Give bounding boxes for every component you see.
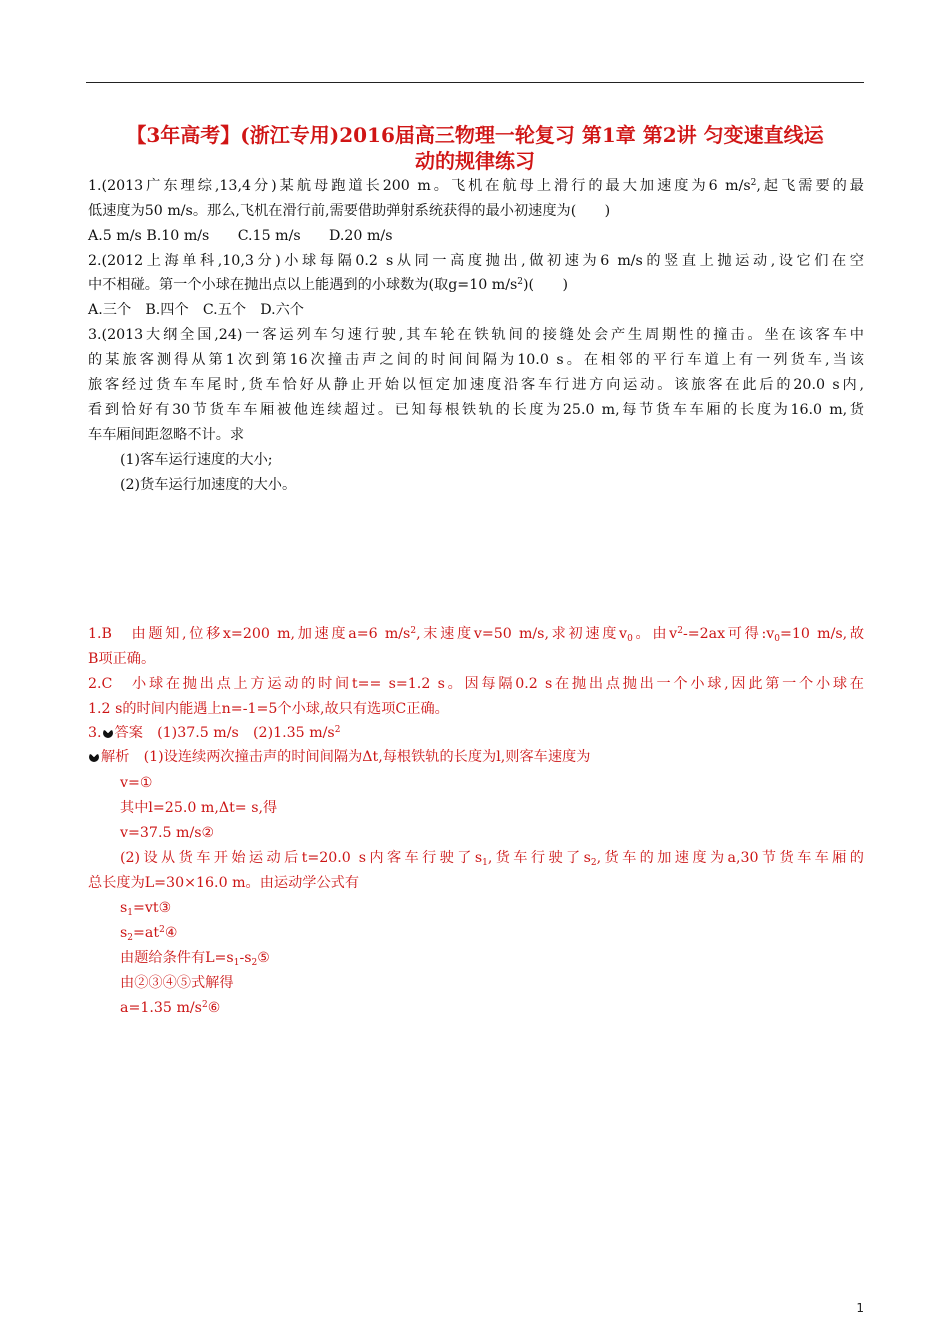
- q3-line-3: 旅客经过货车车尾时,货车恰好从静止开始以恒定加速度沿客车行进方向运动。该旅客在此后的20.0 s内,: [88, 377, 864, 393]
- q1-line-2: 低速度为50 m/s。那么,飞机在滑行前,需要借助弹射系统获得的最小初速度为( ): [88, 203, 611, 219]
- answer-3-part-2-line-2: 总长度为L=30×16.0 m。由运动学公式有: [88, 875, 360, 891]
- answer-2-line-2: 1.2 s的时间内能遇上n=-1=5个小球,故只有选项C正确。: [88, 701, 449, 717]
- q2-line-2: 中不相碰。第一个小球在抛出点以上能遇到的小球数为(取g=10 $m/s^2$)( ): [88, 277, 568, 293]
- analysis-marker-icon: [89, 752, 99, 762]
- answer-3-eq-1: v=①: [120, 775, 153, 791]
- header-rule: [86, 82, 864, 83]
- q2-line-1: 2.(2012上海单科,10,3分)小球每隔0.2 s从同一高度抛出,做初速为6 m/s的竖直上抛运动,设它们在空: [88, 253, 864, 269]
- q3-line-2: 的某旅客测得从第1次到第16次撞击声之间的时间间隔为10.0 s。在相邻的平行车道上有一列货车,当该: [88, 352, 864, 368]
- q3-sub-question-1: (1)客车运行速度的大小;: [120, 452, 273, 468]
- title-line-1: 【3年高考】(浙江专用)2016届高三物理一轮复习 第1章 第2讲 匀变速直线运: [126, 123, 824, 147]
- q3-sub-question-2: (2)货车运行加速度的大小。: [120, 477, 297, 493]
- answer-3-where: 其中l=25.0 m,Δt= s,得: [120, 800, 278, 816]
- answer-3-eq-6: 由②③④⑤式解得: [120, 975, 234, 991]
- q1-line-1: 1.(2013广东理综,13,4分)某航母跑道长200 m。飞机在航母上滑行的最大加速度为6 $m/s^2$,起飞需要的最: [88, 178, 864, 194]
- answer-marker-icon: [103, 728, 113, 738]
- q3-line-5: 车车厢间距忽略不计。求: [88, 427, 245, 443]
- document-title: [86, 122, 864, 174]
- answer-3-eq-7: a=1.35 $m/s^2⑥$: [120, 1000, 221, 1016]
- q3-line-4: 看到恰好有30节货车车厢被他连续超过。已知每根铁轨的长度为25.0 m,每节货车车厢的长度为16.0 m,货: [88, 402, 864, 418]
- answer-3-part-2-line-1: (2)设从货车开始运动后t=20.0 s内客车行驶了$s_1$,货车行驶了$s_2$,货车的加速度为a,30节货车车厢的: [120, 850, 864, 868]
- answer-1-line-2: B项正确。: [88, 651, 156, 667]
- answer-3-eq-2: v=37.5 m/s②: [120, 825, 215, 841]
- answer-2-line-1: 2.C 小球在抛出点上方运动的时间t== s=1.2 s。因每隔0.2 s在抛出点抛出一个小球,因此第一个小球在: [88, 676, 864, 692]
- answer-3-analysis: 解析 (1)设连续两次撞击声的时间间隔为Δt,每根铁轨的长度为l,则客车速度为: [88, 747, 864, 767]
- q2-options: A.三个 B.四个 C.五个 D.六个: [88, 302, 304, 318]
- q1-options: A.5 m/s B.10 m/s C.15 m/s D.20 m/s: [88, 228, 393, 244]
- page-number: 1: [856, 1301, 864, 1315]
- title-line-2: 动的规律练习: [415, 149, 535, 173]
- answer-1-line-1: 1.B 由题知,位移x=200 m,加速度a=6 $m/s^2$,末速度v=50 m/s,求初速度$v_0$。由$v^2-=2ax$可得$:v_0=10$ m/s,故: [88, 626, 865, 644]
- answer-3-eq-4: $s_2=at^2④$: [120, 925, 178, 943]
- q3-line-1: 3.(2013大纲全国,24)一客运列车匀速行驶,其车轮在铁轨间的接缝处会产生周期性的撞击。坐在该客车中: [88, 327, 864, 343]
- answer-3-eq-5: 由题给条件有$L=s_1-s_2⑤$: [120, 950, 270, 968]
- answer-3-result: 3. 答案 (1)37.5 m/s (2)1.35 $m/s^2$: [88, 725, 341, 741]
- answer-3-eq-3: $s_1=vt③$: [120, 900, 172, 918]
